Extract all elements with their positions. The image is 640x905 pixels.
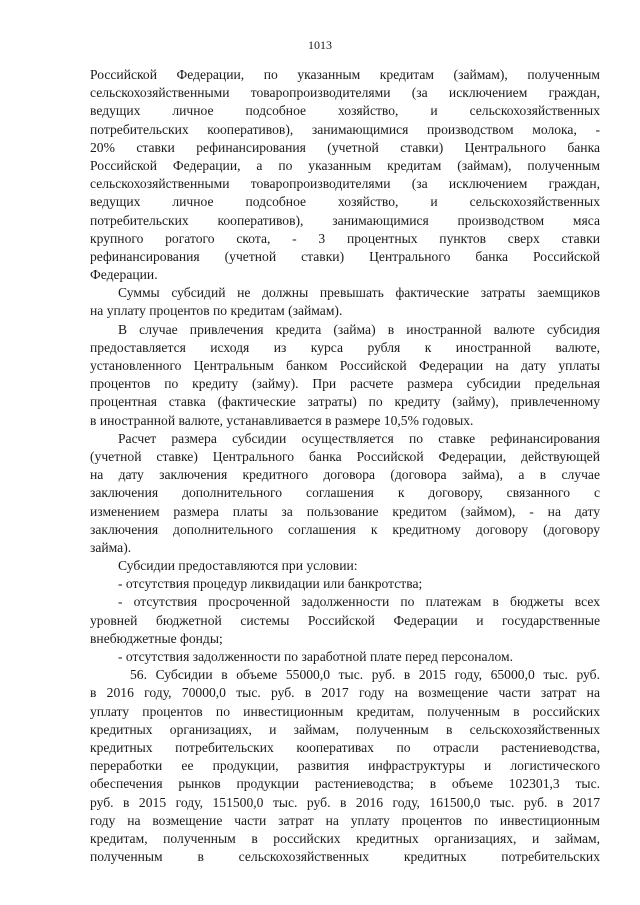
text-line: на уплату процентов по кредитам (займам). bbox=[90, 303, 343, 319]
text-line: предоставляется исходя из курса рубля к иностранной валюте, bbox=[90, 339, 600, 355]
text-line: году на возмещение части затрат на уплату процентов по инвестиционным bbox=[90, 812, 600, 828]
text-line: заключения дополнительного соглашения к кредитному договору (договору bbox=[90, 521, 600, 537]
text-line: Суммы субсидий не должны превышать фактические затраты заемщиков bbox=[118, 285, 600, 301]
text-line: ведущих личное подсобное хозяйство, и сельскохозяйственных bbox=[90, 103, 600, 119]
text-line: крупного рогатого скота, - 3 процентных пунктов сверх ставки bbox=[90, 230, 600, 246]
text-line: - отсутствия задолженности по заработной плате перед персоналом. bbox=[118, 649, 514, 664]
text-line: потребительских кооперативов), занимающимися производством молока, - bbox=[90, 121, 600, 137]
text-line: - отсутствия просроченной задолженности по платежам в бюджеты всех bbox=[118, 594, 600, 610]
text-line: Федерации. bbox=[90, 267, 158, 283]
text-line: потребительских кооперативов), занимающимися производством мяса bbox=[90, 212, 600, 228]
text-line: ведущих личное подсобное хозяйство, и сельскохозяйственных bbox=[90, 194, 600, 210]
text-line: 20% ставки рефинансирования (учетной ставки) Центрального банка bbox=[90, 139, 600, 155]
text-line: - отсутствия процедур ликвидации или банкротства; bbox=[118, 576, 423, 592]
text-line: кредитных потребительских кооперативах по отрасли растениеводства, bbox=[90, 739, 600, 755]
text-line: сельскохозяйственными товаропроизводителями (за исключением граждан, bbox=[90, 176, 600, 192]
text-line: руб. в 2015 году, 151500,0 тыс. руб. в 2016 году, 161500,0 тыс. руб. в 2017 bbox=[90, 794, 600, 810]
text-line: Расчет размера субсидии осуществляется по ставке рефинансирования bbox=[118, 430, 600, 446]
text-line: внебюджетные фонды; bbox=[90, 630, 223, 646]
text-line: в иностранной валюте, устанавливается в размере 10,5% годовых. bbox=[90, 412, 474, 428]
text-line: переработки ее продукции, развития инфраструктуры и логистического bbox=[90, 758, 600, 774]
text-line: В случае привлечения кредита (займа) в иностранной валюте субсидия bbox=[118, 321, 600, 337]
text-line: кредитам, полученным в российских кредитных организациях, и займам, bbox=[90, 830, 600, 846]
text-line: обеспечения рынков продукции растениеводства; в объеме 102301,3 тыс. bbox=[90, 776, 600, 792]
text-line: процентная ставка (фактические затраты) по кредиту (займу), привлеченному bbox=[90, 394, 600, 410]
text-line: 56. Субсидии в объеме 55000,0 тыс. руб. в 2015 году, 65000,0 тыс. руб. bbox=[130, 667, 600, 683]
text-line: Российской Федерации, по указанным кредитам (займам), полученным bbox=[90, 67, 600, 82]
text-line: установленного Центральным банком Российской Федерации на дату уплаты bbox=[90, 358, 600, 373]
text-line: уплату процентов по инвестиционным кредитам, полученным в российских bbox=[90, 703, 600, 719]
text-line: (учетной ставке) Центрального банка Российской Федерации, действующей bbox=[90, 448, 600, 464]
text-line: уровней бюджетной системы Российской Федерации и государственные bbox=[90, 612, 600, 628]
text-line: сельскохозяйственными товаропроизводителями (за исключением граждан, bbox=[90, 85, 600, 101]
text-line: на дату заключения кредитного договора (договора займа), а в случае bbox=[90, 467, 600, 483]
text-line: рефинансирования (учетной ставки) Центрального банка Российской bbox=[90, 248, 600, 264]
document-body bbox=[90, 66, 600, 866]
text-line: Российской Федерации, а по указанным кредитам (займам), полученным bbox=[90, 157, 600, 173]
text-line: Субсидии предоставляются при условии: bbox=[118, 558, 358, 574]
text-line: процентов по кредиту (займу). При расчете размера субсидии предельная bbox=[90, 376, 600, 392]
page-number: 1013 bbox=[308, 38, 332, 52]
text-line: займа). bbox=[90, 539, 132, 555]
text-line: в 2016 году, 70000,0 тыс. руб. в 2017 году на возмещение части затрат на bbox=[90, 685, 600, 701]
text-line: изменением размера платы за пользование кредитом (займом), - на дату bbox=[90, 503, 600, 519]
text-line: полученным в сельскохозяйственных кредитных потребительских bbox=[90, 849, 600, 865]
text-line: кредитных организациях, и займам, полученным в сельскохозяйственных bbox=[90, 721, 600, 737]
text-line: заключения дополнительного соглашения к договору, связанного с bbox=[90, 485, 600, 501]
